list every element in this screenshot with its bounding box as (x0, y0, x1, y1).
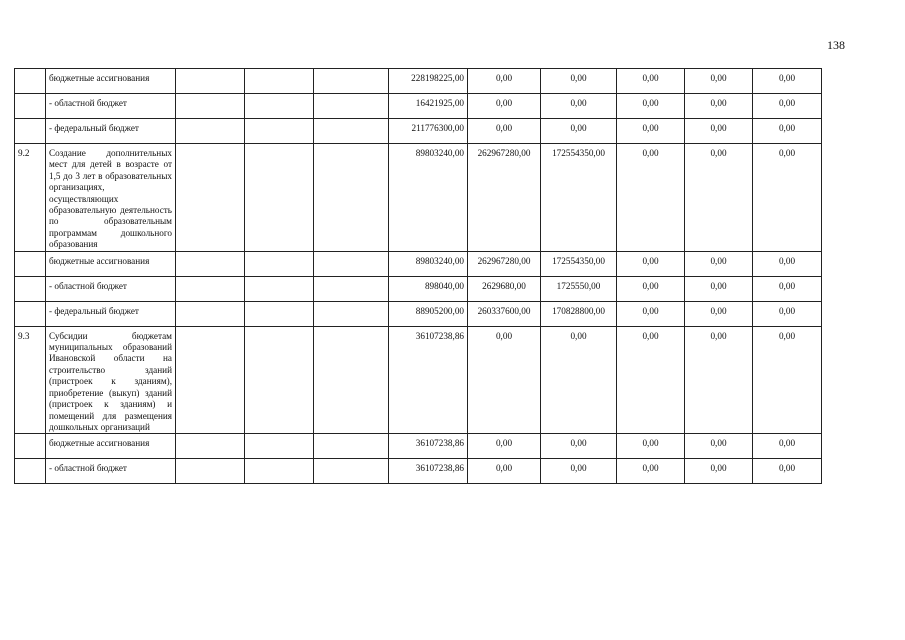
row-number-cell (15, 276, 46, 301)
row-number-cell (15, 251, 46, 276)
amount-cell: 262967280,00 (468, 251, 541, 276)
empty-cell (314, 301, 389, 326)
table-row (15, 459, 891, 484)
row-number-cell (15, 69, 46, 94)
empty-cell (314, 94, 389, 119)
row-name-cell: - федеральный бюджет (46, 119, 176, 144)
amount-cell: 0,00 (753, 326, 822, 434)
empty-cell (245, 459, 314, 484)
row-number-cell: 9.3 (15, 326, 46, 434)
row-name-cell: бюджетные ассигнования (46, 434, 176, 459)
row-number-cell: 9.2 (15, 144, 46, 252)
amount-cell: 0,00 (753, 119, 822, 144)
amount-cell: 0,00 (685, 459, 753, 484)
amount-cell: 0,00 (541, 94, 617, 119)
empty-cell (314, 119, 389, 144)
amount-cell: 0,00 (753, 301, 822, 326)
empty-cell (176, 276, 245, 301)
empty-cell (176, 301, 245, 326)
amount-cell: 88905200,00 (389, 301, 468, 326)
empty-cell (176, 434, 245, 459)
row-name-cell: - областной бюджет (46, 94, 176, 119)
amount-cell: 262967280,00 (468, 144, 541, 252)
amount-cell: 0,00 (468, 326, 541, 434)
amount-cell: 172554350,00 (541, 251, 617, 276)
amount-cell: 0,00 (753, 69, 822, 94)
row-number-cell (15, 94, 46, 119)
empty-cell (176, 326, 245, 434)
empty-cell (314, 251, 389, 276)
empty-cell (245, 434, 314, 459)
amount-cell: 0,00 (468, 94, 541, 119)
amount-cell: 36107238,86 (389, 326, 468, 434)
table-row (15, 144, 891, 252)
row-number-cell (15, 119, 46, 144)
amount-cell: 260337600,00 (468, 301, 541, 326)
amount-cell: 228198225,00 (389, 69, 468, 94)
amount-cell: 172554350,00 (541, 144, 617, 252)
amount-cell: 36107238,86 (389, 459, 468, 484)
amount-cell: 0,00 (753, 276, 822, 301)
empty-cell (245, 69, 314, 94)
amount-cell: 89803240,00 (389, 144, 468, 252)
empty-cell (245, 119, 314, 144)
table-row (15, 301, 891, 326)
row-number-cell (15, 459, 46, 484)
amount-cell: 0,00 (541, 434, 617, 459)
empty-cell (176, 94, 245, 119)
budget-table (14, 68, 891, 484)
amount-cell: 211776300,00 (389, 119, 468, 144)
amount-cell: 0,00 (753, 94, 822, 119)
empty-cell (314, 434, 389, 459)
empty-cell (245, 251, 314, 276)
empty-cell (314, 144, 389, 252)
empty-cell (176, 144, 245, 252)
amount-cell: 0,00 (617, 94, 685, 119)
amount-cell: 0,00 (468, 434, 541, 459)
amount-cell: 0,00 (617, 434, 685, 459)
amount-cell: 898040,00 (389, 276, 468, 301)
amount-cell: 0,00 (617, 276, 685, 301)
empty-cell (245, 326, 314, 434)
amount-cell: 0,00 (685, 301, 753, 326)
empty-cell (314, 326, 389, 434)
empty-cell (245, 144, 314, 252)
table-row (15, 119, 891, 144)
amount-cell: 0,00 (617, 144, 685, 252)
amount-cell: 0,00 (468, 119, 541, 144)
amount-cell: 36107238,86 (389, 434, 468, 459)
empty-cell (176, 459, 245, 484)
amount-cell: 0,00 (753, 434, 822, 459)
amount-cell: 0,00 (468, 69, 541, 94)
row-name-cell: бюджетные ассигнования (46, 69, 176, 94)
amount-cell: 0,00 (753, 459, 822, 484)
amount-cell: 0,00 (541, 69, 617, 94)
table-row (15, 94, 891, 119)
amount-cell: 0,00 (753, 144, 822, 252)
amount-cell: 0,00 (468, 459, 541, 484)
row-number-cell (15, 434, 46, 459)
empty-cell (314, 459, 389, 484)
amount-cell: 0,00 (685, 276, 753, 301)
amount-cell: 0,00 (541, 326, 617, 434)
amount-cell: 2629680,00 (468, 276, 541, 301)
table-row (15, 434, 891, 459)
amount-cell: 16421925,00 (389, 94, 468, 119)
amount-cell: 0,00 (753, 251, 822, 276)
table-row (15, 251, 891, 276)
empty-cell (176, 69, 245, 94)
amount-cell: 89803240,00 (389, 251, 468, 276)
table-row (15, 69, 891, 94)
amount-cell: 0,00 (617, 119, 685, 144)
amount-cell: 0,00 (685, 69, 753, 94)
amount-cell: 0,00 (617, 326, 685, 434)
amount-cell: 1725550,00 (541, 276, 617, 301)
amount-cell: 0,00 (541, 119, 617, 144)
row-name-cell: Создание дополнительных мест для детей в возрасте от 1,5 до 3 лет в образовательных организациях, осуществляющих образовательную деятельность по образовательным программам дошкольного образования (46, 144, 176, 252)
table-row (15, 326, 891, 434)
row-number-cell (15, 301, 46, 326)
amount-cell: 0,00 (617, 69, 685, 94)
amount-cell: 0,00 (685, 326, 753, 434)
amount-cell: 0,00 (685, 434, 753, 459)
amount-cell: 0,00 (685, 119, 753, 144)
row-name-cell: - областной бюджет (46, 459, 176, 484)
empty-cell (245, 301, 314, 326)
empty-cell (314, 69, 389, 94)
empty-cell (176, 251, 245, 276)
empty-cell (176, 119, 245, 144)
table-row (15, 276, 891, 301)
empty-cell (314, 276, 389, 301)
row-name-cell: бюджетные ассигнования (46, 251, 176, 276)
row-name-cell: - федеральный бюджет (46, 301, 176, 326)
page-number: 138 (827, 38, 845, 52)
amount-cell: 0,00 (685, 144, 753, 252)
amount-cell: 0,00 (541, 459, 617, 484)
amount-cell: 0,00 (617, 301, 685, 326)
amount-cell: 0,00 (617, 459, 685, 484)
row-name-cell: - областной бюджет (46, 276, 176, 301)
row-name-cell: Субсидии бюджетам муниципальных образований Ивановской области на строительство зданий (пристроек к зданиям), приобретение (выкуп) зданий (пристроек к зданиям) и помещений для размещения дошкольных организаций (46, 326, 176, 434)
amount-cell: 170828800,00 (541, 301, 617, 326)
empty-cell (245, 94, 314, 119)
amount-cell: 0,00 (617, 251, 685, 276)
amount-cell: 0,00 (685, 94, 753, 119)
empty-cell (245, 276, 314, 301)
amount-cell: 0,00 (685, 251, 753, 276)
